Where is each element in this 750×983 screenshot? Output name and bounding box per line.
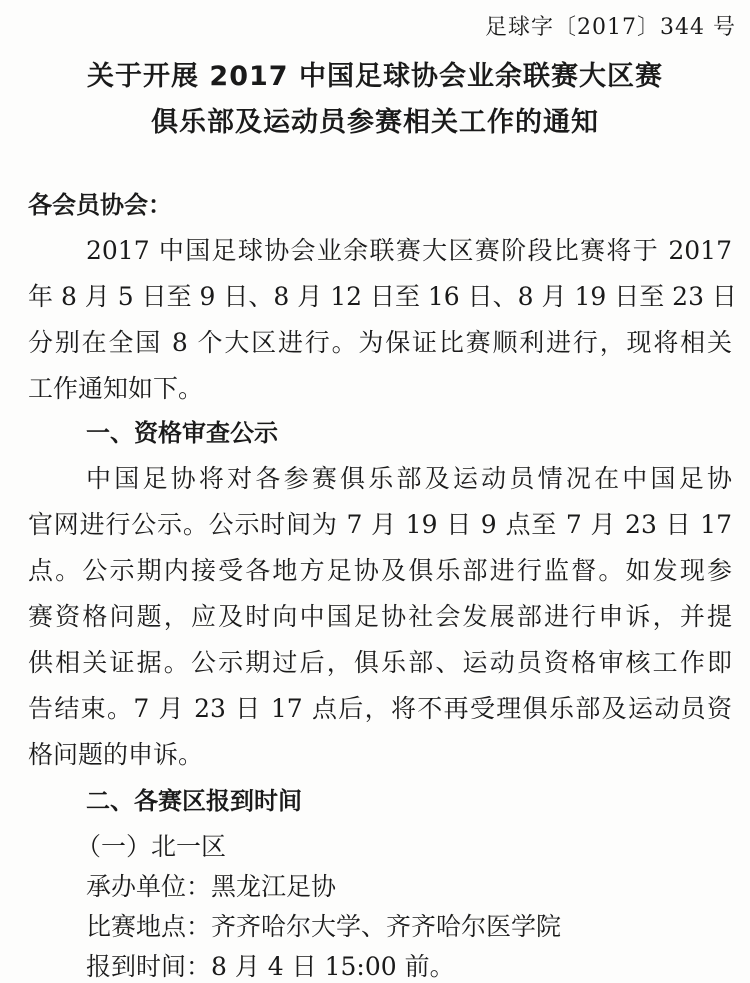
- section2-subheading: （一）北一区: [76, 832, 227, 861]
- section1-line-2: 官网进行公示。公示时间为 7 月 19 日 9 点至 7 月 23 日 17: [28, 510, 732, 539]
- host-unit: 承办单位：黑龙江足协: [86, 872, 337, 901]
- section1-line-7: 格问题的申诉。: [28, 740, 204, 769]
- intro-line-3: 分别在全国 8 个大区进行。为保证比赛顺利进行，现将相关: [28, 328, 732, 357]
- salutation: 各会员协会：: [28, 191, 172, 219]
- section1-line-5: 供相关证据。公示期过后，俱乐部、运动员资格审核工作即: [28, 648, 732, 677]
- section1-line-6: 告结束。7 月 23 日 17 点后，将不再受理俱乐部及运动员资: [28, 694, 732, 723]
- title-line-1: 关于开展 2017 中国足球协会业余联赛大区赛: [87, 61, 663, 92]
- checkin-time: 报到时间：8 月 4 日 15:00 前。: [86, 952, 455, 981]
- title-line-2: 俱乐部及运动员参赛相关工作的通知: [151, 107, 599, 138]
- section1-line-3: 点。公示期内接受各地方足协及俱乐部进行监督。如发现参: [28, 556, 732, 585]
- intro-line-2: 年 8 月 5 日至 9 日、8 月 12 日至 16 日、8 月 19 日至 23 日: [28, 282, 737, 311]
- document-number: 足球字〔2017〕344 号: [485, 15, 736, 40]
- section2-heading: 二、各赛区报到时间: [86, 787, 302, 815]
- section1-line-1: 中国足协将对各参赛俱乐部及运动员情况在中国足协: [86, 464, 732, 493]
- section1-heading: 一、资格审查公示: [86, 419, 278, 447]
- intro-line-4: 工作通知如下。: [28, 374, 204, 403]
- match-venue: 比赛地点：齐齐哈尔大学、齐齐哈尔医学院: [86, 912, 562, 941]
- section1-line-4: 赛资格问题，应及时向中国足协社会发展部进行申诉，并提: [28, 602, 732, 631]
- intro-line-1: 2017 中国足球协会业余联赛大区赛阶段比赛将于 2017: [86, 236, 732, 265]
